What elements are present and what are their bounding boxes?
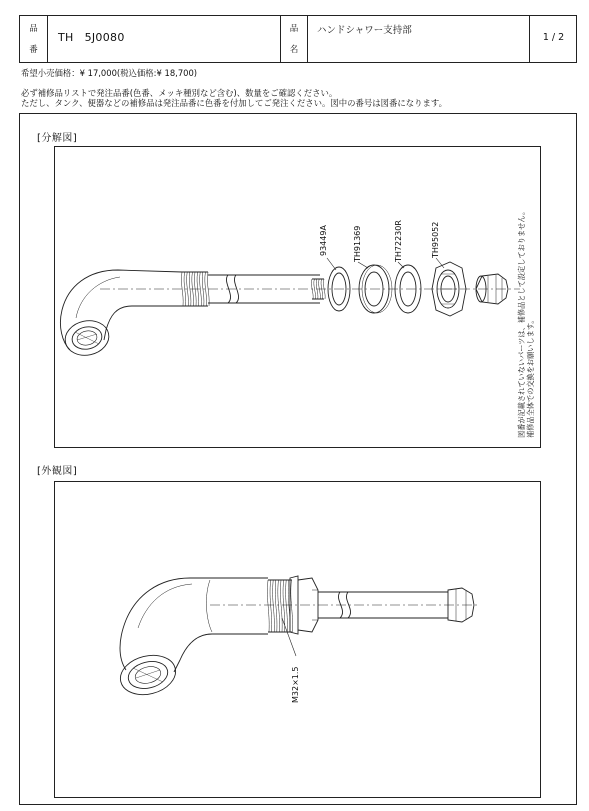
label-ban: 番 xyxy=(29,45,38,55)
label-mei: 名 xyxy=(289,45,299,55)
label-hin: 品 xyxy=(29,24,38,34)
dimension-leader xyxy=(282,618,296,656)
model-prefix: TH xyxy=(58,31,74,44)
model-code: 5J0080 xyxy=(84,31,125,44)
label-hin-2: 品 xyxy=(289,24,299,34)
thread-ridge xyxy=(270,580,272,632)
assembled-elbow xyxy=(116,578,268,700)
note-line-2: ただし、タンク、便器などの補修品は発注品番に色番を付加してご発注ください。図中の番号は図番になります。 xyxy=(21,98,447,108)
thread-dimension-label: M32×1.5 xyxy=(291,666,300,703)
thread-ridge xyxy=(280,580,282,632)
assembled-thread xyxy=(267,580,292,632)
page-number: 1 / 2 xyxy=(542,32,565,43)
thread-ridge xyxy=(291,580,293,632)
part-number-TH95052: TH95052 xyxy=(431,221,440,258)
exploded-view-label: [分解図] xyxy=(37,133,78,144)
part-number-TH72230R: TH72230R xyxy=(394,220,403,262)
thread-ridge xyxy=(267,580,269,632)
part-number-93449A: 93449A xyxy=(319,225,328,256)
external-view-label: [外観図] xyxy=(37,466,78,477)
thread-ridge xyxy=(273,580,275,632)
side-note-line-1: 図番が記載されていないパーツは、補修品として設定しておりません。 xyxy=(517,207,526,438)
thread-ridge xyxy=(278,580,280,632)
part-number-TH91369: TH91369 xyxy=(353,225,362,262)
side-note-line-2: 補修品全体での交換をお願いします。 xyxy=(526,316,535,438)
note-line-1: 必ず補修品リストで発注品番(色番、メッキ種別など含む)、数量をご確認ください。 xyxy=(21,88,338,98)
thread-ridge xyxy=(286,580,288,632)
product-name: ハンドシャワー支持部 xyxy=(317,25,412,36)
retail-price: 希望小売価格：¥ 17,000(税込価格:¥ 18,700) xyxy=(21,68,198,78)
thread-ridge xyxy=(275,580,277,632)
